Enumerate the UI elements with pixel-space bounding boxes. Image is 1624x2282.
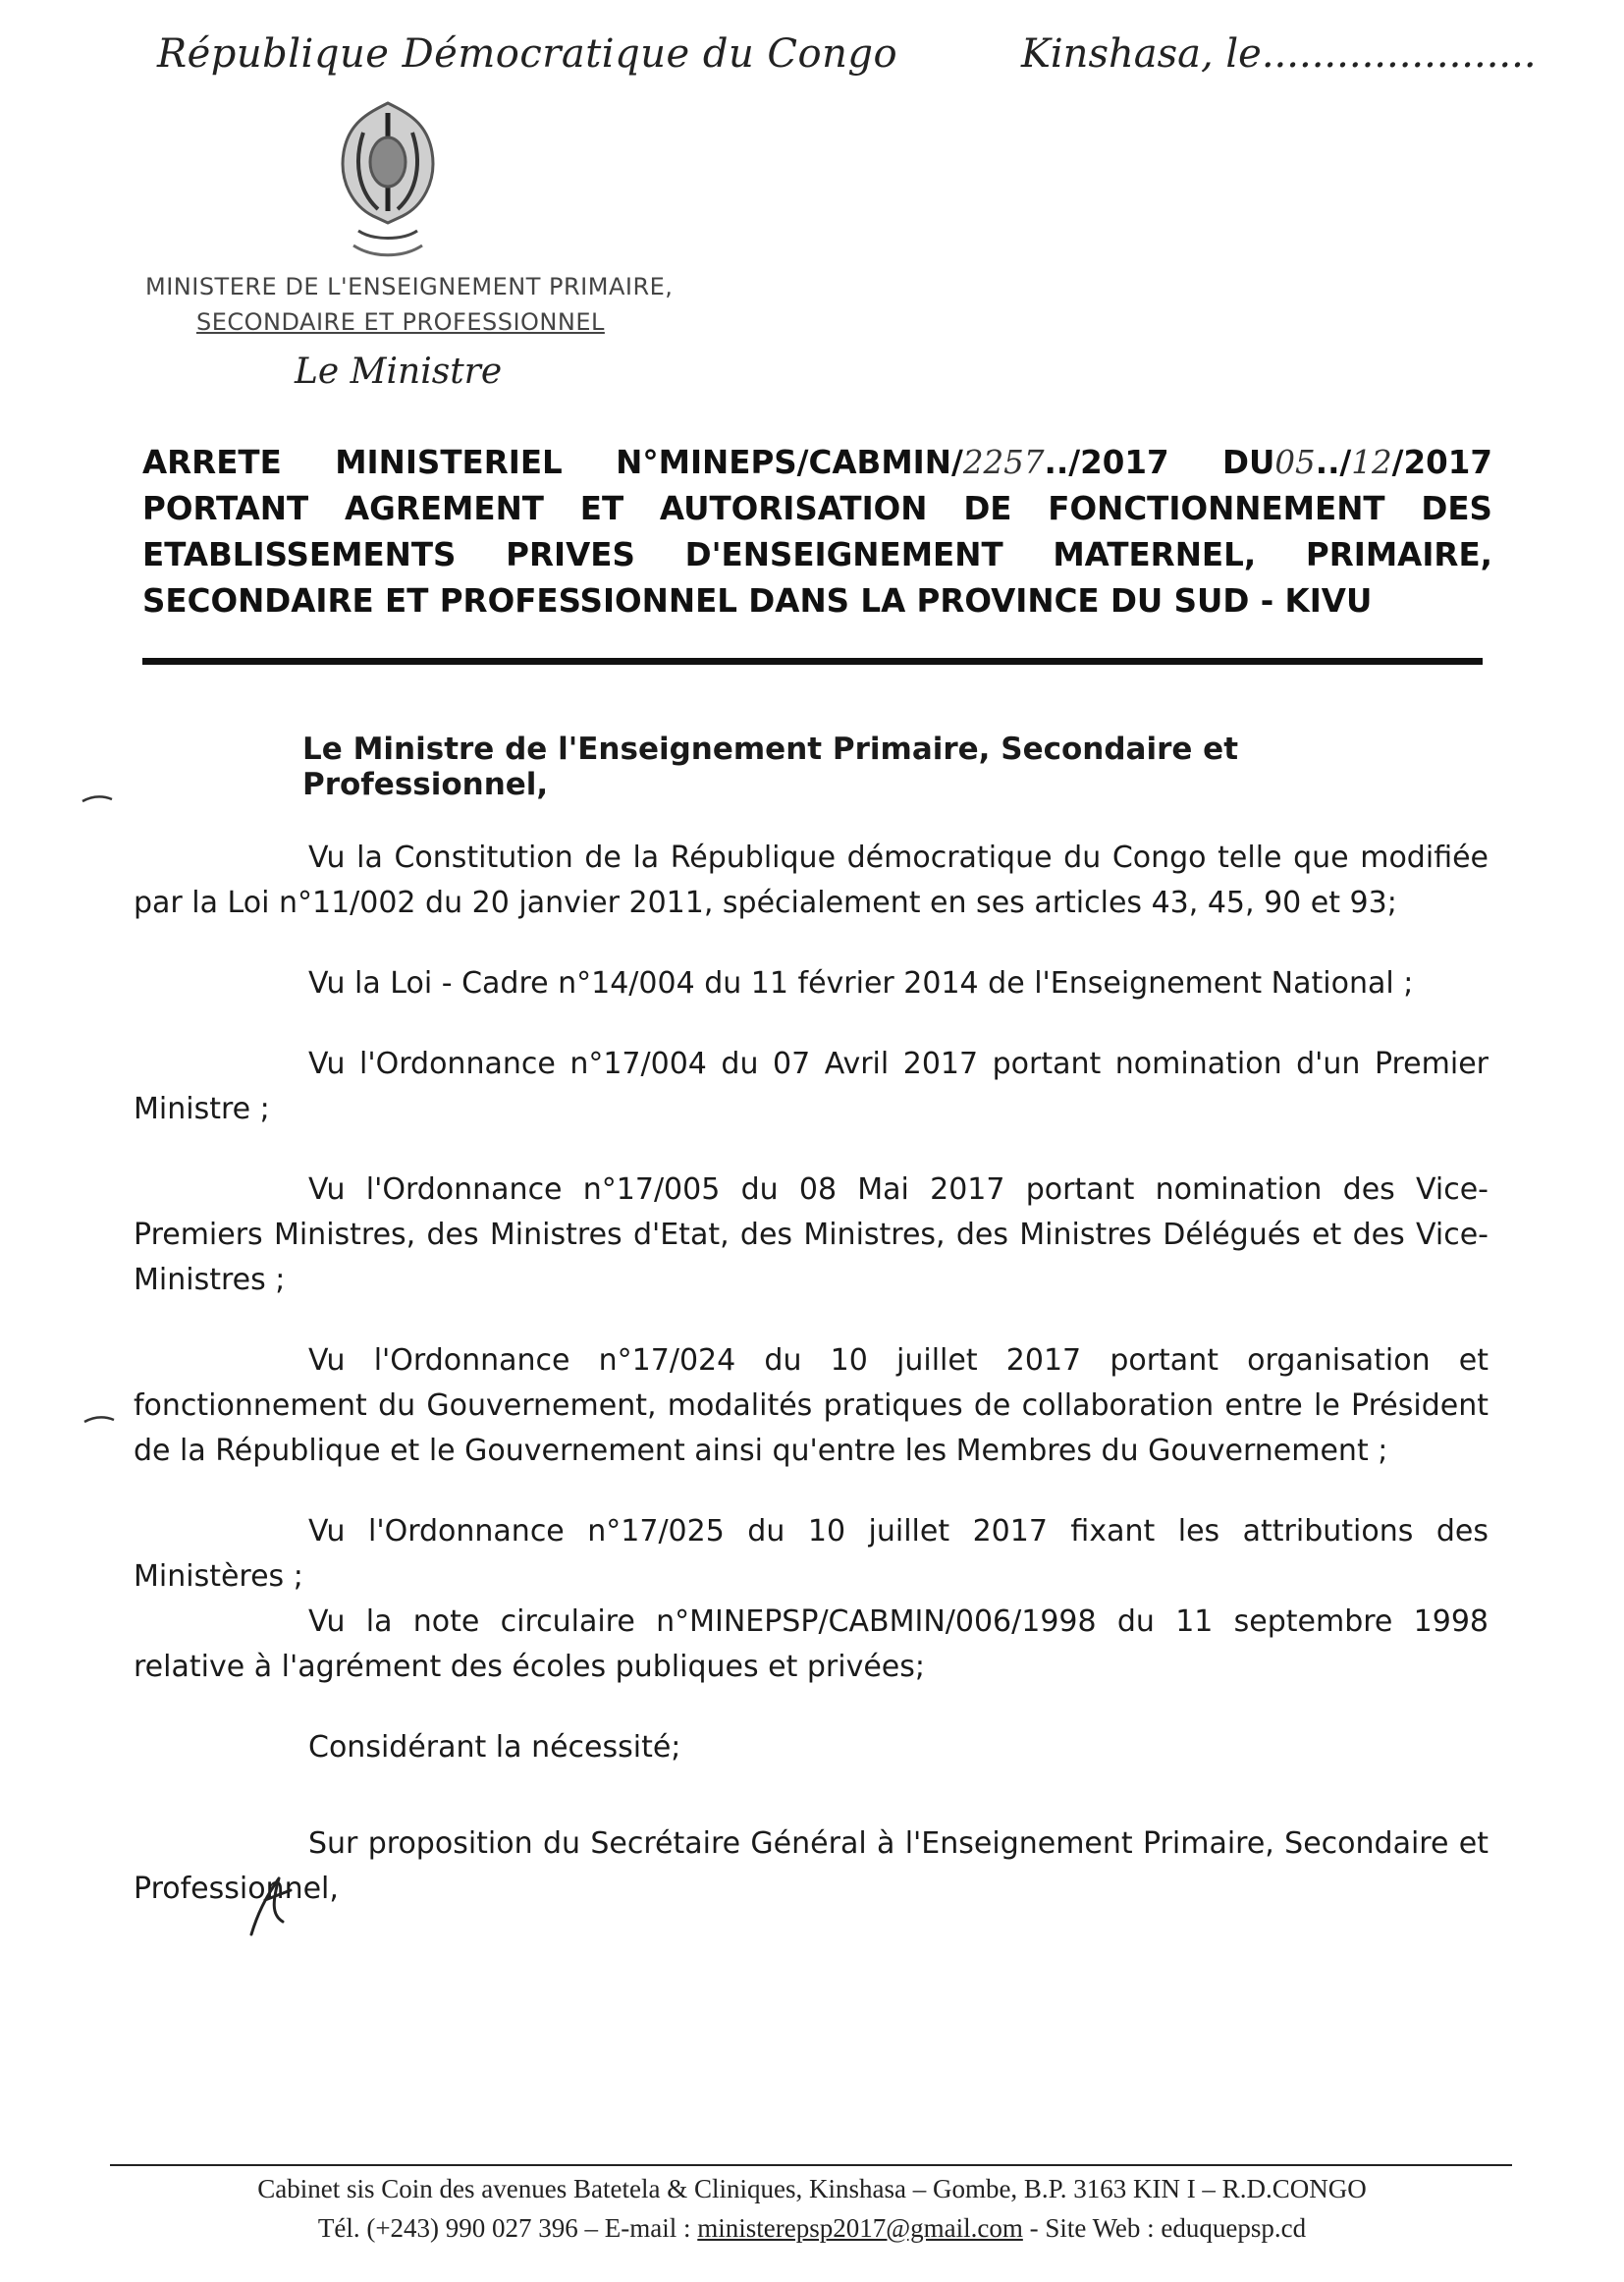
title-divider bbox=[142, 658, 1483, 665]
margin-mark bbox=[81, 793, 114, 803]
coat-of-arms-emblem bbox=[319, 93, 457, 265]
title-word: PRIVES bbox=[506, 536, 635, 573]
paragraph-note-circulaire: Vu la note circulaire n°MINEPSP/CABMIN/006/1998 du 11 septembre 1998 relative à l'agrément des écoles publiques et privées; bbox=[134, 1604, 1489, 1684]
decree-title bbox=[142, 440, 1492, 625]
title-word: PORTANT bbox=[142, 490, 309, 527]
margin-mark bbox=[82, 1414, 116, 1424]
handwritten-number: 2257 bbox=[962, 444, 1045, 481]
republic-heading: République Démocratique du Congo bbox=[157, 31, 898, 77]
title-word: DES bbox=[1421, 490, 1492, 527]
minister-heading: Le Ministre de l'Enseignement Primaire, Secondaire et Professionnel, bbox=[302, 732, 1239, 802]
paragraph-considerant: Considérant la nécessité; bbox=[308, 1730, 681, 1765]
handwritten-month: 12 bbox=[1351, 444, 1392, 481]
title-word: DE bbox=[963, 490, 1012, 527]
paragraph-ordonnance-17-024: Vu l'Ordonnance n°17/024 du 10 juillet 2017 portant organisation et fonctionnement du Gouvernement, modalités pratiques de collaboration entre le Président de la République et le Gouvernement ainsi qu'entre les Membres du Gouvernement ; bbox=[134, 1343, 1489, 1468]
decree-title-line3 bbox=[142, 532, 1492, 578]
title-word: ET bbox=[579, 490, 624, 527]
title-word: AUTORISATION bbox=[659, 490, 928, 527]
decree-body bbox=[134, 732, 1489, 1912]
footer-email-link[interactable]: ministerepsp2017@gmail.com bbox=[697, 2213, 1023, 2243]
paragraph-ordonnance-17-004: Vu l'Ordonnance n°17/004 du 07 Avril 2017 portant nomination d'un Premier Ministre ; bbox=[134, 1047, 1489, 1126]
handwritten-initial-signature bbox=[244, 1861, 302, 1939]
paragraph-constitution: Vu la Constitution de la République démocratique du Congo telle que modifiée par la Loi n°11/002 du 20 janvier 2011, spécialement en ses articles 43, 45, 90 et 93; bbox=[134, 841, 1489, 920]
title-word: ARRETE bbox=[142, 444, 282, 481]
signatory-title: Le Ministre bbox=[295, 352, 503, 392]
paragraph-loi-cadre: Vu la Loi - Cadre n°14/004 du 11 février 2014 de l'Enseignement National ; bbox=[308, 966, 1414, 1001]
decree-title-line1 bbox=[142, 440, 1492, 486]
title-word: PRIMAIRE, bbox=[1305, 536, 1492, 573]
title-word: ETABLISSEMENTS bbox=[142, 536, 457, 573]
ministry-name-line1: MINISTERE DE L'ENSEIGNEMENT PRIMAIRE, bbox=[145, 273, 674, 300]
title-word: MATERNEL, bbox=[1053, 536, 1257, 573]
decree-title-line2 bbox=[142, 486, 1492, 532]
decree-date: DU05../12/2017 bbox=[1222, 444, 1492, 481]
title-word: AGREMENT bbox=[344, 490, 544, 527]
ministry-name-line2: SECONDAIRE ET PROFESSIONNEL bbox=[196, 308, 605, 336]
title-word: D'ENSEIGNEMENT bbox=[684, 536, 1003, 573]
footer-divider bbox=[110, 2164, 1512, 2166]
footer-site-label: - Site Web : bbox=[1022, 2213, 1162, 2243]
footer-contact bbox=[0, 2213, 1624, 2244]
title-word: FONCTIONNEMENT bbox=[1048, 490, 1385, 527]
paragraph-ordonnance-17-005: Vu l'Ordonnance n°17/005 du 08 Mai 2017 portant nomination des Vice-Premiers Ministres, des Ministres d'Etat, des Ministres, des Ministres Délégués et des Vice-Ministres ; bbox=[134, 1172, 1489, 1297]
decree-title-line4: SECONDAIRE ET PROFESSIONNEL DANS LA PROVINCE DU SUD - KIVU bbox=[142, 582, 1373, 620]
handwritten-day: 05 bbox=[1274, 444, 1316, 481]
decree-number: N°MINEPS/CABMIN/2257../2017 bbox=[616, 444, 1169, 481]
footer-address: Cabinet sis Coin des avenues Batetela & Cliniques, Kinshasa – Gombe, B.P. 3163 KIN I – R.D.CONGO bbox=[257, 2174, 1367, 2203]
footer-phone: Tél. (+243) 990 027 396 – E-mail : bbox=[317, 2213, 698, 2243]
footer-website[interactable]: eduquepsp.cd bbox=[1161, 2213, 1307, 2243]
paragraph-ordonnance-17-025: Vu l'Ordonnance n°17/025 du 10 juillet 2017 fixant les attributions des Ministères ; bbox=[134, 1514, 1489, 1594]
title-word: MINISTERIEL bbox=[335, 444, 563, 481]
city-date-line: Kinshasa, le...................... bbox=[1021, 31, 1537, 77]
paragraph-proposition: Sur proposition du Secrétaire Général à l'Enseignement Primaire, Secondaire et Professionnel, bbox=[134, 1826, 1489, 1906]
